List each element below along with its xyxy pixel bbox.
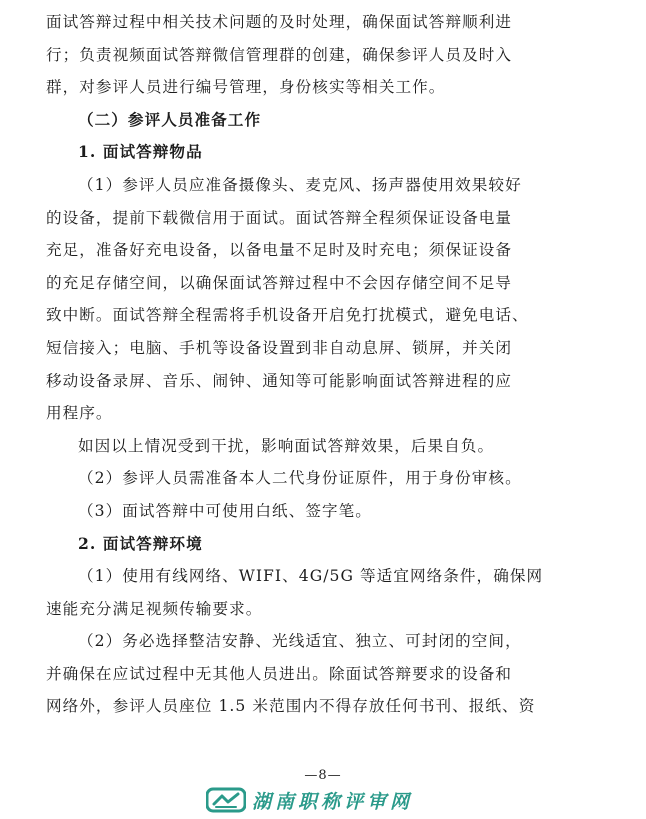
body-line-22: 网络外，参评人员座位 1.5 米范围内不得存放任何书刊、报纸、资 (46, 697, 536, 716)
watermark-text: 湖南职称评审网 (252, 790, 414, 813)
body-line-8: 充足，准备好充电设备，以备电量不足时及时充电；须保证设备 (46, 241, 513, 260)
body-line-19: 速能充分满足视频传输要求。 (46, 599, 263, 618)
body-line-3: 群，对参评人员进行编号管理，身份核实等相关工作。 (46, 78, 446, 97)
body-line-14: 如因以上情况受到干扰，影响面试答辩效果，后果自负。 (78, 436, 495, 455)
body-line-9: 的充足存储空间，以确保面试答辩过程中不会因存储空间不足导 (46, 273, 513, 292)
page-number: —8— (304, 768, 342, 783)
body-line-15: （2）参评人员需准备本人二代身份证原件，用于身份审核。 (78, 469, 522, 488)
body-line-10: 致中断。面试答辩全程需将手机设备开启免打扰模式，避免电话、 (46, 306, 529, 325)
site-watermark (206, 786, 413, 814)
hunan-zhicheng-logo-icon (206, 787, 246, 813)
body-line-18: （1）使用有线网络、WIFI、4G/5G 等适宜网络条件，确保网 (78, 567, 544, 586)
body-line-1: 面试答辩过程中相关技术问题的及时处理，确保面试答辩顺利进 (46, 13, 513, 31)
section-heading-participant-preparation: （二）参评人员准备工作 (78, 109, 262, 129)
body-line-21: 并确保在应试过程中无其他人员进出。除面试答辩要求的设备和 (46, 664, 513, 683)
body-line-2: 行；负责视频面试答辩微信管理群的创建，确保参评人员及时入 (46, 45, 513, 64)
subheading-interview-environment: 2. 面试答辩环境 (78, 533, 203, 553)
body-line-13: 用程序。 (46, 404, 113, 423)
subheading-interview-items: 1. 面试答辩物品 (78, 142, 203, 162)
document-body (46, 6, 566, 723)
body-line-7: 的设备，提前下载微信用于面试。面试答辩全程须保证设备电量 (46, 208, 513, 227)
body-line-16: （3）面试答辩中可使用白纸、签字笔。 (78, 501, 372, 520)
body-line-20: （2）务必选择整洁安静、光线适宜、独立、可封闭的空间， (78, 632, 522, 651)
body-line-12: 移动设备录屏、音乐、闹钟、通知等可能影响面试答辩进程的应 (46, 371, 513, 390)
body-line-6: （1）参评人员应准备摄像头、麦克风、扬声器使用效果较好 (78, 175, 522, 194)
body-line-11: 短信接入；电脑、手机等设备设置到非自动息屏、锁屏，并关闭 (46, 338, 513, 357)
